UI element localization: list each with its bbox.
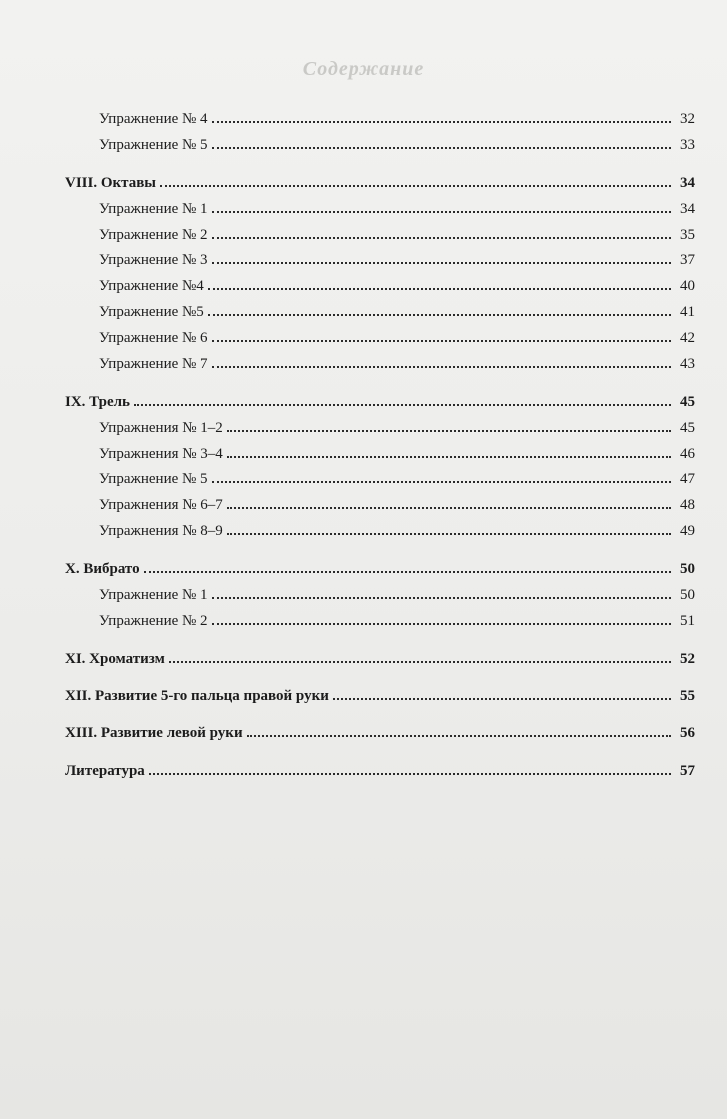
toc-chapter-label: X. Вибрато bbox=[65, 561, 140, 577]
toc-entry-label: Упражнения № 8–9 bbox=[99, 523, 223, 539]
toc-entry bbox=[99, 200, 695, 218]
dot-leader bbox=[212, 237, 671, 239]
toc-chapter-page: 34 bbox=[680, 175, 695, 191]
toc-entry-page: 37 bbox=[680, 252, 695, 268]
toc-chapter bbox=[65, 560, 695, 578]
toc-entry-page: 47 bbox=[680, 471, 695, 487]
toc-entry-label: Упражнения № 6–7 bbox=[99, 497, 223, 513]
dot-leader bbox=[227, 456, 671, 458]
toc-entry-page: 45 bbox=[680, 420, 695, 436]
toc-entry-page: 51 bbox=[680, 613, 695, 629]
toc-entry-label: Упражнение № 4 bbox=[99, 111, 208, 127]
toc-entry bbox=[99, 251, 695, 269]
toc-chapter-label: XII. Развитие 5-го пальца правой руки bbox=[65, 688, 329, 704]
toc-entry bbox=[99, 445, 695, 463]
toc-entry bbox=[99, 470, 695, 488]
dot-leader bbox=[160, 185, 671, 187]
toc-entry-label: Упражнение № 3 bbox=[99, 252, 208, 268]
toc-entry-label: Упражнение № 6 bbox=[99, 330, 208, 346]
toc-entry bbox=[99, 110, 695, 128]
toc-chapter-page: 57 bbox=[680, 763, 695, 779]
dot-leader bbox=[212, 623, 671, 625]
toc-entry-label: Упражнение № 1 bbox=[99, 587, 208, 603]
toc-entry bbox=[99, 355, 695, 373]
toc-entry-label: Упражнения № 3–4 bbox=[99, 446, 223, 462]
toc-chapter-page: 52 bbox=[680, 651, 695, 667]
toc-entry-label: Упражнение № 2 bbox=[99, 227, 208, 243]
toc-entry-label: Упражнения № 1–2 bbox=[99, 420, 223, 436]
toc-entry-page: 33 bbox=[680, 137, 695, 153]
toc-chapter-label: XI. Хроматизм bbox=[65, 651, 165, 667]
toc-chapter-page: 55 bbox=[680, 688, 695, 704]
toc-entry-page: 32 bbox=[680, 111, 695, 127]
toc-entry bbox=[99, 496, 695, 514]
dot-leader bbox=[212, 481, 671, 483]
toc-entry-page: 48 bbox=[680, 497, 695, 513]
dot-leader bbox=[212, 597, 671, 599]
toc-entry-page: 46 bbox=[680, 446, 695, 462]
dot-leader bbox=[212, 366, 671, 368]
toc-chapter bbox=[65, 174, 695, 192]
toc-entry-label: Упражнение № 5 bbox=[99, 471, 208, 487]
dot-leader bbox=[212, 340, 671, 342]
dot-leader bbox=[212, 121, 671, 123]
toc-chapter-page: 50 bbox=[680, 561, 695, 577]
toc-entry bbox=[99, 303, 695, 321]
dot-leader bbox=[134, 404, 671, 406]
toc-chapter bbox=[65, 687, 695, 705]
toc-entry bbox=[99, 419, 695, 437]
toc-entry bbox=[99, 277, 695, 295]
dot-leader bbox=[227, 507, 671, 509]
toc-chapter-label: Литература bbox=[65, 763, 145, 779]
toc-entry-label: Упражнение № 5 bbox=[99, 137, 208, 153]
toc-entry-page: 42 bbox=[680, 330, 695, 346]
dot-leader bbox=[212, 147, 671, 149]
dot-leader bbox=[144, 571, 671, 573]
toc-chapter-label: XIII. Развитие левой руки bbox=[65, 725, 243, 741]
toc-chapter-label: IX. Трель bbox=[65, 394, 130, 410]
dot-leader bbox=[169, 661, 671, 663]
toc-entry-label: Упражнение №5 bbox=[99, 304, 204, 320]
toc-entry-page: 50 bbox=[680, 587, 695, 603]
toc-entry-page: 40 bbox=[680, 278, 695, 294]
dot-leader bbox=[227, 430, 671, 432]
toc-entry-page: 34 bbox=[680, 201, 695, 217]
toc-chapter bbox=[65, 650, 695, 668]
toc-entry bbox=[99, 329, 695, 347]
toc-entry bbox=[99, 136, 695, 154]
toc-entry bbox=[99, 226, 695, 244]
dot-leader bbox=[149, 773, 671, 775]
toc-entry-label: Упражнение № 2 bbox=[99, 613, 208, 629]
toc-chapter bbox=[65, 724, 695, 742]
toc-entry bbox=[99, 522, 695, 540]
toc-chapter-page: 56 bbox=[680, 725, 695, 741]
dot-leader bbox=[208, 288, 671, 290]
toc-entry bbox=[99, 612, 695, 630]
toc-chapter-label: VIII. Октавы bbox=[65, 175, 157, 191]
toc-entry-label: Упражнение № 7 bbox=[99, 356, 208, 372]
page-heading: Содержание bbox=[302, 58, 425, 80]
dot-leader bbox=[247, 735, 671, 737]
toc-entry-page: 43 bbox=[680, 356, 695, 372]
dot-leader bbox=[333, 698, 671, 700]
toc-entry-page: 35 bbox=[680, 227, 695, 243]
toc-chapter-page: 45 bbox=[680, 394, 695, 410]
toc-entry bbox=[99, 586, 695, 604]
dot-leader bbox=[227, 533, 671, 535]
toc-chapter bbox=[65, 762, 695, 780]
toc-entry-page: 49 bbox=[680, 523, 695, 539]
toc-entry-label: Упражнение №4 bbox=[99, 278, 204, 294]
toc-chapter bbox=[65, 393, 695, 411]
toc-entry-page: 41 bbox=[680, 304, 695, 320]
dot-leader bbox=[212, 211, 671, 213]
toc-entry-label: Упражнение № 1 bbox=[99, 201, 208, 217]
dot-leader bbox=[208, 314, 671, 316]
dot-leader bbox=[212, 262, 671, 264]
